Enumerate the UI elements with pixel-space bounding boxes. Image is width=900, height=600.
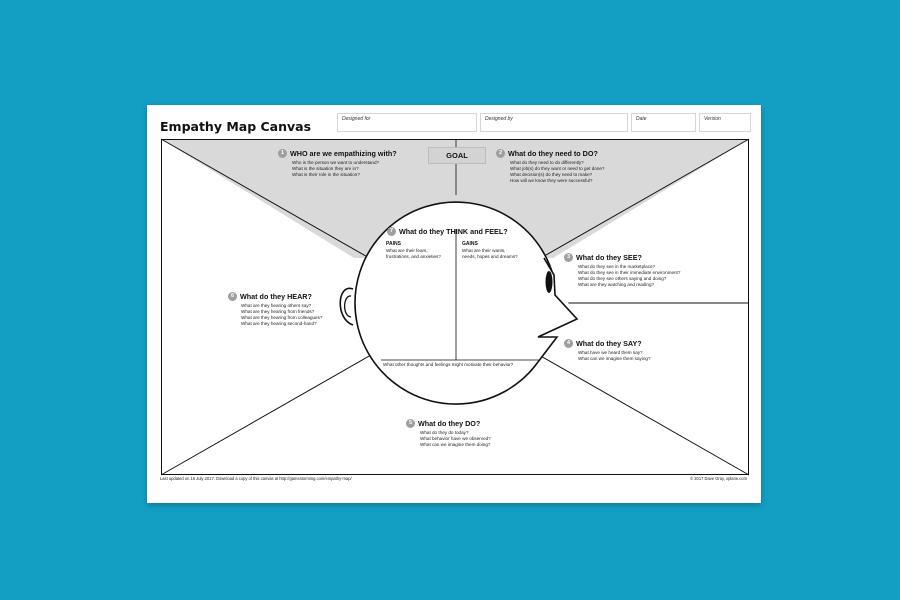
goal-label: GOAL [428, 147, 486, 164]
section-think-feel [387, 227, 508, 236]
section-hear [228, 292, 322, 327]
section-heading-do-need: What do they need to DO? [508, 149, 598, 158]
gains-heading: GAINS [462, 241, 478, 247]
question-text: What do they see in the marketplace? [578, 264, 656, 269]
section-heading-hear: What do they HEAR? [240, 292, 312, 301]
version-label: Version [704, 116, 721, 122]
section-number-7: 7 [387, 227, 396, 236]
question-text: What is their role in the situation? [292, 172, 360, 178]
footer-copyright: © 2017 Dave Gray, xplane.com [690, 476, 747, 481]
section-heading-say: What do they SAY? [576, 339, 642, 348]
section-number-1: 1 [278, 149, 287, 158]
question-text: What do they do today? [420, 430, 469, 435]
question-text: What job(s) do they want or need to get done? [510, 166, 605, 172]
gains-text: What are their wants, [462, 248, 506, 253]
section-number-6: 6 [228, 292, 237, 301]
designed-for-label: Designed for [342, 116, 371, 122]
question-text: What decision(s) do they need to make? [510, 172, 593, 178]
question-text: What are they watching and reading? [578, 282, 655, 288]
designed-by-label: Designed by [485, 116, 513, 122]
empathy-map-sheet [147, 105, 761, 503]
question-text: What can we imagine them doing? [420, 442, 491, 448]
question-text: What can we imagine them saying? [578, 356, 651, 362]
pains-text: What are their fears, [386, 248, 428, 253]
pains-heading: PAINS [386, 241, 401, 247]
think-feel-bottom-question: What other thoughts and feelings might motivate their behavior? [383, 362, 514, 367]
section-number-4: 4 [564, 339, 573, 348]
question-text: What do they need to do differently? [510, 160, 584, 165]
question-text: What do they see in their immediate environment? [578, 270, 681, 276]
question-text: What have we heard them say? [578, 350, 643, 355]
section-say [564, 339, 651, 362]
gains-block [462, 241, 518, 260]
question-text: What behavior have we observed? [420, 436, 491, 442]
section-heading-who: WHO are we empathizing with? [290, 149, 397, 158]
section-number-2: 2 [496, 149, 505, 158]
section-heading-think-feel: What do they THINK and FEEL? [399, 227, 508, 236]
section-who [278, 149, 397, 178]
question-text: Who is the person we want to understand? [292, 160, 380, 165]
pains-block [386, 241, 441, 260]
question-text: What do they see others saying and doing? [578, 276, 667, 282]
pains-text: frustrations, and anxieties? [386, 254, 441, 260]
section-heading-see: What do they SEE? [576, 253, 642, 262]
section-number-5: 5 [406, 419, 415, 428]
question-text: What are they hearing others say? [241, 303, 312, 308]
section-do [406, 419, 491, 448]
question-text: How will we know they were successful? [510, 178, 593, 184]
section-do-need [496, 149, 605, 184]
section-heading-do: What do they DO? [418, 419, 481, 428]
question-text: What are they hearing second-hand? [241, 321, 317, 327]
question-text: What are they hearing from friends? [241, 309, 315, 315]
question-text: What are they hearing from colleagues? [241, 315, 323, 321]
question-text: What is the situation they are in? [292, 166, 359, 172]
section-see [564, 253, 680, 288]
date-label: Date [636, 116, 647, 122]
think-feel-bottom [383, 362, 513, 368]
section-number-3: 3 [564, 253, 573, 262]
gains-text: needs, hopes and dreams? [462, 254, 518, 260]
canvas-title: Empathy Map Canvas [160, 119, 312, 134]
footer-note: Last updated on 16 July 2017. Download a copy of this canvas at http://gamestorming.com/empathy-map/ [160, 476, 352, 481]
